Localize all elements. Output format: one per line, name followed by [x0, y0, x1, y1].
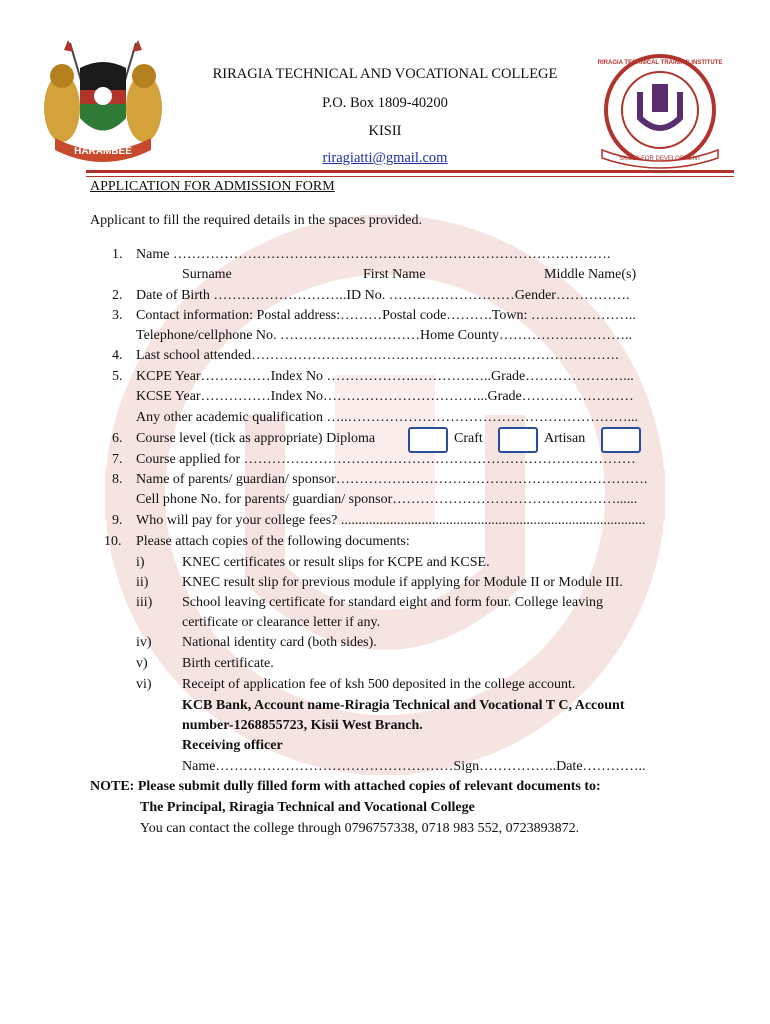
craft-checkbox[interactable]: [498, 427, 538, 453]
doc-item: KNEC certificates or result slips for KCPE and KCSE.: [182, 555, 490, 570]
artisan-checkbox[interactable]: [601, 427, 641, 453]
doc-item: Birth certificate.: [182, 656, 274, 671]
officer-sign-field[interactable]: Name……………………………………………Sign……………..Date…………..: [182, 759, 646, 774]
item-number: 6.: [112, 431, 123, 446]
header-divider: [86, 170, 734, 173]
other-qualification-field[interactable]: Any other academic qualification …..……………………………………………………...: [136, 410, 638, 425]
item-number: 9.: [112, 513, 123, 528]
artisan-label: Artisan: [544, 431, 586, 446]
form-title: APPLICATION FOR ADMISSION FORM: [90, 179, 335, 194]
item-number: 8.: [112, 472, 123, 487]
doc-item: School leaving certificate for standard eight and form four. College leaving: [182, 595, 604, 610]
last-school-field[interactable]: Last school attended…………………………………………………………………….: [136, 348, 619, 363]
sponsor-name-field[interactable]: Name of parents/ guardian/ sponsor………………………………………………………….: [136, 472, 648, 487]
surname-label: Surname: [182, 267, 232, 282]
kcpe-field[interactable]: KCPE Year……………Index No ……………….……………..Grade…………………...: [136, 369, 634, 384]
doc-number: ii): [136, 575, 149, 590]
town: KISII: [368, 123, 402, 139]
contact-address-field[interactable]: Contact information: Postal address:………Postal code……….Town: …………………..: [136, 308, 636, 323]
doc-item-cont: certificate or clearance letter if any.: [182, 615, 381, 630]
doc-item: KNEC result slip for previous module if applying for Module II or Module III.: [182, 575, 623, 590]
bank-details-line1: KCB Bank, Account name-Riragia Technical and Vocational T C, Account: [182, 698, 625, 713]
doc-item: National identity card (both sides).: [182, 635, 377, 650]
seal-name: RIRAGIA TECHNICAL TRAINING INSTITUTE: [597, 60, 723, 66]
instruction: Applicant to fill the required details in the spaces provided.: [90, 213, 423, 228]
item-number: 5.: [112, 369, 123, 384]
item-number: 2.: [112, 288, 123, 303]
seal-motto: SKILLS FOR DEVELOPMENT: [619, 156, 701, 162]
note: NOTE: Please submit dully filled form with attached copies of relevant documents to:: [90, 779, 601, 794]
principal-address: The Principal, Riragia Technical and Vocational College: [140, 800, 475, 815]
telephone-county-field[interactable]: Telephone/cellphone No. …………………………Home County………………………..: [136, 328, 632, 343]
bank-details-line2: number-1268855723, Kisii West Branch.: [182, 718, 423, 733]
item-number: 10.: [104, 534, 122, 549]
contact-numbers: You can contact the college through 0796757338, 0718 983 552, 0723893872.: [140, 821, 580, 836]
course-level-diploma-label: Course level (tick as appropriate) Diploma: [136, 431, 376, 446]
harambee-banner: HARAMBEE: [74, 146, 132, 157]
course-applied-field[interactable]: Course applied for …………………………………………………………………………: [136, 452, 636, 467]
header-divider-thin: [86, 176, 734, 177]
item-number: 7.: [112, 452, 123, 467]
doc-number: iii): [136, 595, 153, 610]
college-name: RIRAGIA TECHNICAL AND VOCATIONAL COLLEGE: [212, 66, 558, 82]
doc-number: i): [136, 555, 145, 570]
first-name-label: First Name: [363, 267, 426, 282]
doc-number: vi): [136, 677, 152, 692]
doc-number: v): [136, 656, 148, 671]
item-number: 4.: [112, 348, 123, 363]
diploma-checkbox[interactable]: [408, 427, 448, 453]
middle-name-label: Middle Name(s): [544, 267, 637, 282]
doc-number: iv): [136, 635, 152, 650]
item-number: 3.: [112, 308, 123, 323]
fees-payer-field[interactable]: Who will pay for your college fees? .......................................................................................: [136, 513, 646, 528]
po-box: P.O. Box 1809-40200: [322, 95, 448, 111]
sponsor-phone-field[interactable]: Cell phone No. for parents/ guardian/ sponsor…………………………………………......: [136, 492, 638, 507]
email-link[interactable]: riragiatti@gmail.com: [322, 150, 448, 166]
kcse-field[interactable]: KCSE Year……………Index No……………………………...Grade……………………: [136, 389, 634, 404]
attach-documents-label: Please attach copies of the following documents:: [136, 534, 410, 549]
receiving-officer-label: Receiving officer: [182, 738, 283, 753]
doc-item: Receipt of application fee of ksh 500 deposited in the college account.: [182, 677, 576, 692]
item-number: 1.: [112, 247, 123, 262]
name-field[interactable]: Name ………………………………………………………………………………….: [136, 247, 611, 262]
craft-label: Craft: [454, 431, 483, 446]
dob-id-gender-field[interactable]: Date of Birth ………………………..ID No. ………………………Gender…………….: [136, 288, 630, 303]
